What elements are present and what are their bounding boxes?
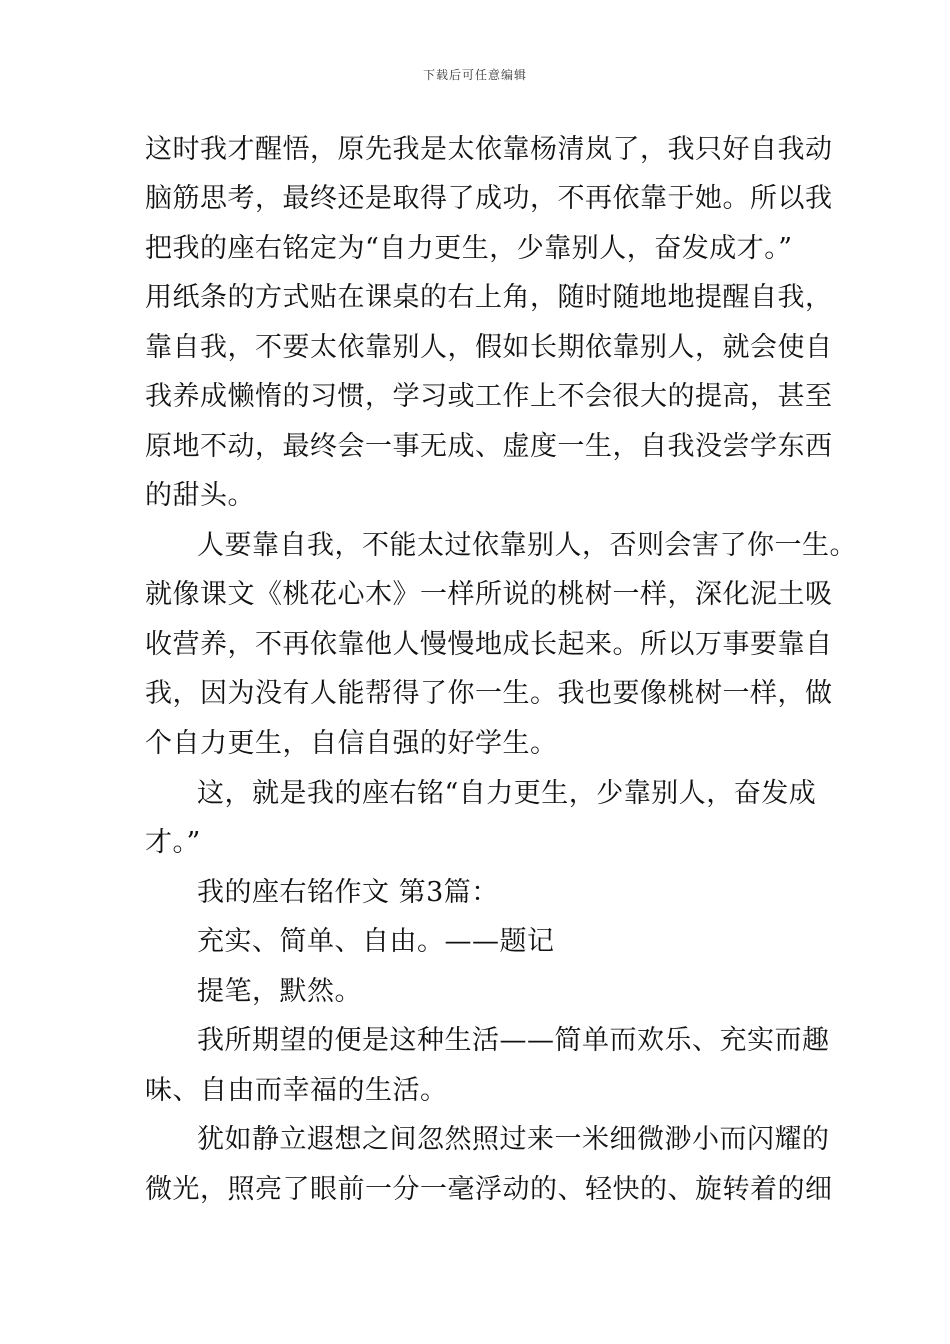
paragraph-line: 用纸条的方式贴在课桌的右上角，随时随地地提醒自我， <box>145 282 833 313</box>
paragraph-line: 我养成懒惰的习惯，学习或工作上不会很大的提高，甚至 <box>145 381 833 412</box>
page-header: 下载后可任意编辑 <box>422 68 527 82</box>
paragraph-line: 才。” <box>145 827 201 858</box>
paragraph-line: 这，就是我的座右铭“自力更生，少靠别人，奋发成 <box>197 778 817 809</box>
paragraph-line: 靠自我，不要太依靠别人，假如长期依靠别人，就会使自 <box>145 332 833 363</box>
paragraph-line: 原地不动，最终会一事无成、虚度一生，自我没尝学东西 <box>145 431 833 462</box>
paragraph-line: 就像课文《桃花心木》一样所说的桃树一样，深化泥土吸 <box>145 579 833 610</box>
paragraph-line: 味、自由而幸福的生活。 <box>145 1075 448 1106</box>
paragraph-line: 脑筋思考，最终还是取得了成功，不再依靠于她。所以我 <box>145 183 833 214</box>
paragraph-line: 我所期望的便是这种生活——简单而欢乐、充实而趣 <box>197 1025 830 1056</box>
paragraph-line: 这时我才醒悟，原先我是太依靠杨清岚了，我只好自我动 <box>145 134 833 165</box>
paragraph-line: 收营养，不再依靠他人慢慢地成长起来。所以万事要靠自 <box>145 629 833 660</box>
epigraph: 充实、简单、自由。——题记 <box>197 926 555 957</box>
paragraph-line: 人要靠自我，不能太过依靠别人，否则会害了你一生。 <box>197 530 857 561</box>
paragraph-line: 提笔，默然。 <box>197 976 362 1007</box>
paragraph-line: 我，因为没有人能帮得了你一生。我也要像桃树一样，做 <box>145 678 833 709</box>
paragraph-line: 个自力更生，自信自强的好学生。 <box>145 728 558 759</box>
paragraph-line: 的甜头。 <box>145 480 255 511</box>
paragraph-line: 把我的座右铭定为“自力更生，少靠别人，奋发成才。” <box>145 233 793 264</box>
section-heading: 我的座右铭作文 第3篇： <box>197 877 499 908</box>
paragraph-line: 犹如静立遐想之间忽然照过来一米细微渺小而闪耀的 <box>197 1124 830 1155</box>
paragraph-line: 微光，照亮了眼前一分一毫浮动的、轻快的、旋转着的细 <box>145 1174 833 1205</box>
